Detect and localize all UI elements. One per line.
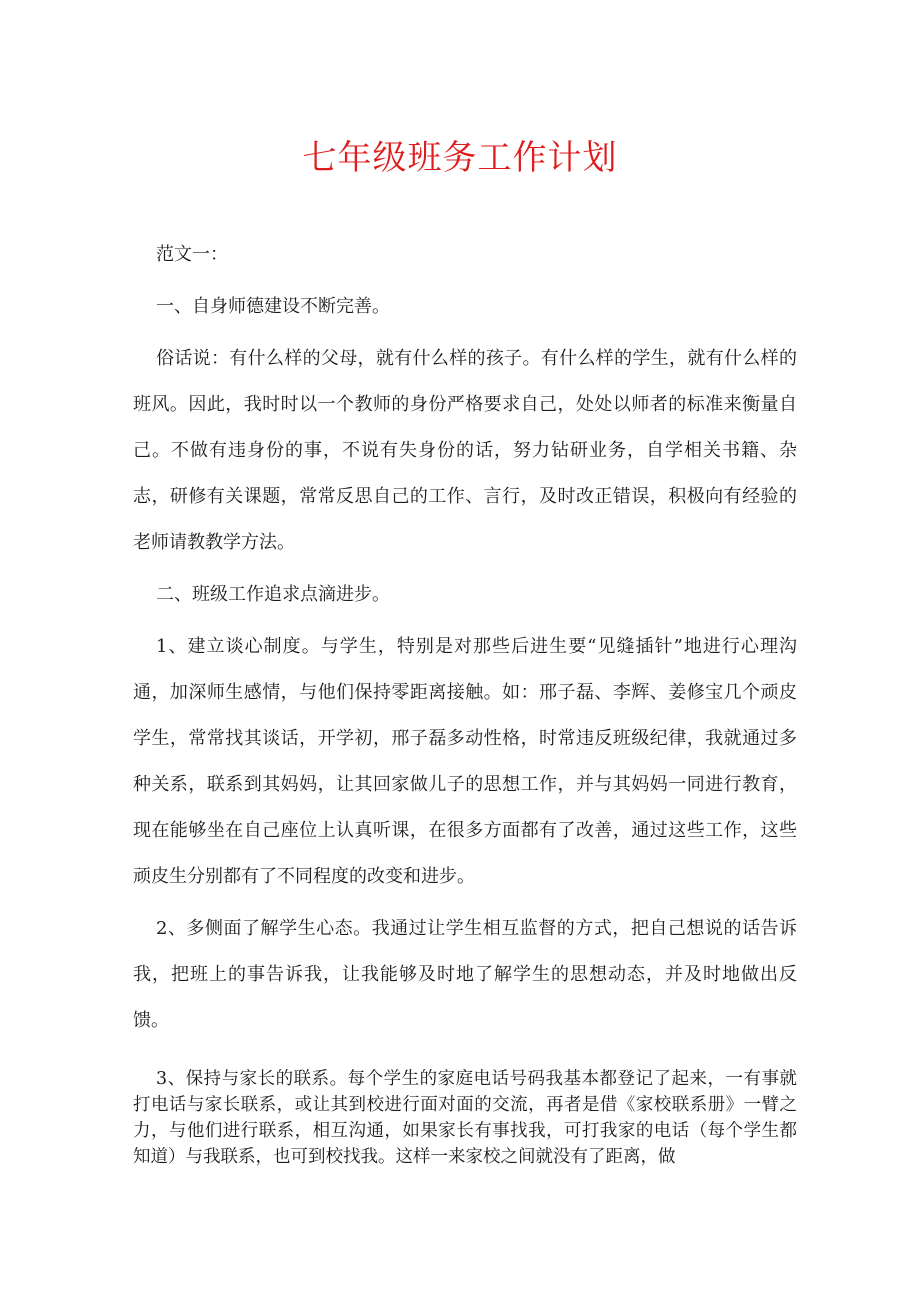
paragraph-section-two-heading: 二、班级工作追求点滴进步。 <box>156 584 390 605</box>
paragraph-item-two: 2、多侧面了解学生心态。我通过让学生相互监督的方式，把自己想说的话告诉我，把班上的事告诉我，让我能够及时地了解学生的思想动态，并及时地做出反馈。 <box>133 918 797 1031</box>
paragraph-heading-sample: 范文一： <box>156 244 228 265</box>
document-body <box>133 232 797 1170</box>
paragraph-section-one-heading: 一、自身师德建设不断完善。 <box>156 296 390 317</box>
paragraph-item-one: 1、建立谈心制度。与学生，特别是对那些后进生要“见缝插针”地进行心理沟通，加深师生感情，与他们保持零距离接触。如：邢子磊、李辉、姜修宝几个顽皮学生，常常找其谈话，开学初，邢子磊多动性格，时常违反班级纪律，我就通过多种关系，联系到其妈妈，让其回家做儿子的思想工作，并与其妈妈一同进行教育，现在能够坐在自己座位上认真听课，在很多方面都有了改善，通过这些工作，这些顽皮生分别都有了不同程度的改变和进步。 <box>133 636 797 887</box>
document-title: 七年级班务工作计划 <box>302 138 618 178</box>
paragraph-section-one-body: 俗话说：有什么样的父母，就有什么样的孩子。有什么样的学生，就有什么样的班风。因此，我时时以一个教师的身份严格要求自己，处处以师者的标准来衡量自己。不做有违身份的事，不说有失身份的话，努力钻研业务，自学相关书籍、杂志，研修有关课题，常常反思自己的工作、言行，及时改正错误，积极向有经验的老师请教教学方法。 <box>133 348 797 553</box>
paragraph-item-three: 3、保持与家长的联系。每个学生的家庭电话号码我基本都登记了起来，一有事就打电话与家长联系，或让其到校进行面对面的交流，再者是借《家校联系册》一臂之力，与他们进行联系，相互沟通，如果家长有事找我，可打我家的电话（每个学生都知道）与我联系，也可到校找我。这样一来家校之间就没有了距离，做 <box>133 1069 797 1167</box>
